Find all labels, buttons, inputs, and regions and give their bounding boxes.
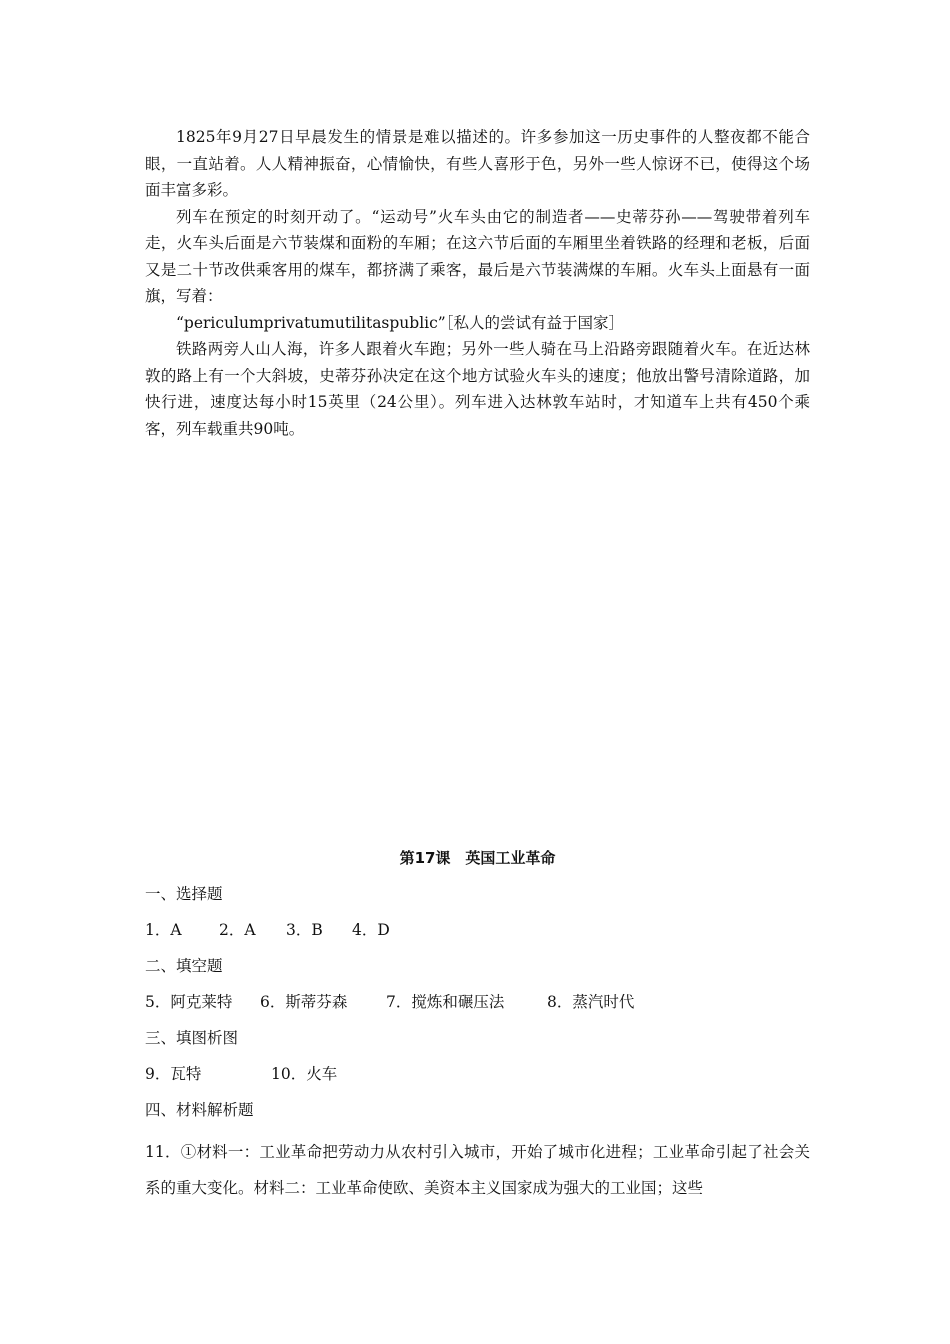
section-heading-choice: 一、选择题 (145, 885, 223, 903)
answer-item: 8．蒸汽时代 (547, 993, 635, 1011)
answer-item: 2．A (219, 921, 256, 939)
answer-item: 5．阿克莱特 (145, 993, 233, 1011)
answer-item: 6．斯蒂芬森 (260, 993, 348, 1011)
lesson-title: 第17课 英国工业革命 (399, 849, 556, 867)
section-heading-map: 三、填图析图 (145, 1029, 239, 1047)
answer-item: 3．B (286, 921, 323, 939)
answer-item: 7．搅炼和碾压法 (386, 993, 505, 1011)
passage-paragraph-1: 1825年9月27日早晨发生的情景是难以描述的。许多参加这一历史事件的人整夜都不能合眼，一直站着。人人精神振奋，心情愉快，有些人喜形于色，另外一些人惊讶不已，使得这个场面丰富多彩。 (145, 128, 810, 199)
answer-item: 10．火车 (271, 1065, 338, 1083)
answer-item: 1．A (145, 921, 182, 939)
section-heading-material: 四、材料解析题 (145, 1101, 254, 1119)
answer-key (145, 846, 810, 1206)
map-answers (145, 1062, 810, 1086)
passage-paragraph-4: 铁路两旁人山人海，许多人跟着火车跑；另外一些人骑在马上沿路旁跟随着火车。在近达林敦的路上有一个大斜坡，史蒂芬孙决定在这个地方试验火车头的速度；他放出警号清除道路，加快行进，速度达每小时15英里（24公里）。列车进入达林敦车站时，才知道车上共有450个乘客，列车载重共90吨。 (145, 340, 810, 438)
answer-item: 4．D (352, 921, 390, 939)
reading-passage (145, 124, 810, 442)
passage-paragraph-3: “periculumprivatumutilitaspublic”［私人的尝试有益于国家］ (176, 313, 624, 332)
answer-item: 9．瓦特 (145, 1065, 202, 1083)
section-heading-fill: 二、填空题 (145, 957, 223, 975)
passage-paragraph-2: 列车在预定的时刻开动了。“运动号”火车头由它的制造者——史蒂芬孙——驾驶带着列车走，火车头后面是六节装煤和面粉的车厢；在这六节后面的车厢里坐着铁路的经理和老板，后面又是二十节改供乘客用的煤车，都挤满了乘客，最后是六节装满煤的车厢。火车头上面悬有一面旗，写着： (145, 207, 810, 305)
fill-answers (145, 990, 810, 1014)
choice-answers (145, 918, 810, 942)
material-analysis-answer: 11．①材料一：工业革命把劳动力从农村引入城市，开始了城市化进程；工业革命引起了社会关系的重大变化。材料二：工业革命使欧、美资本主义国家成为强大的工业国；这些 (145, 1143, 810, 1197)
